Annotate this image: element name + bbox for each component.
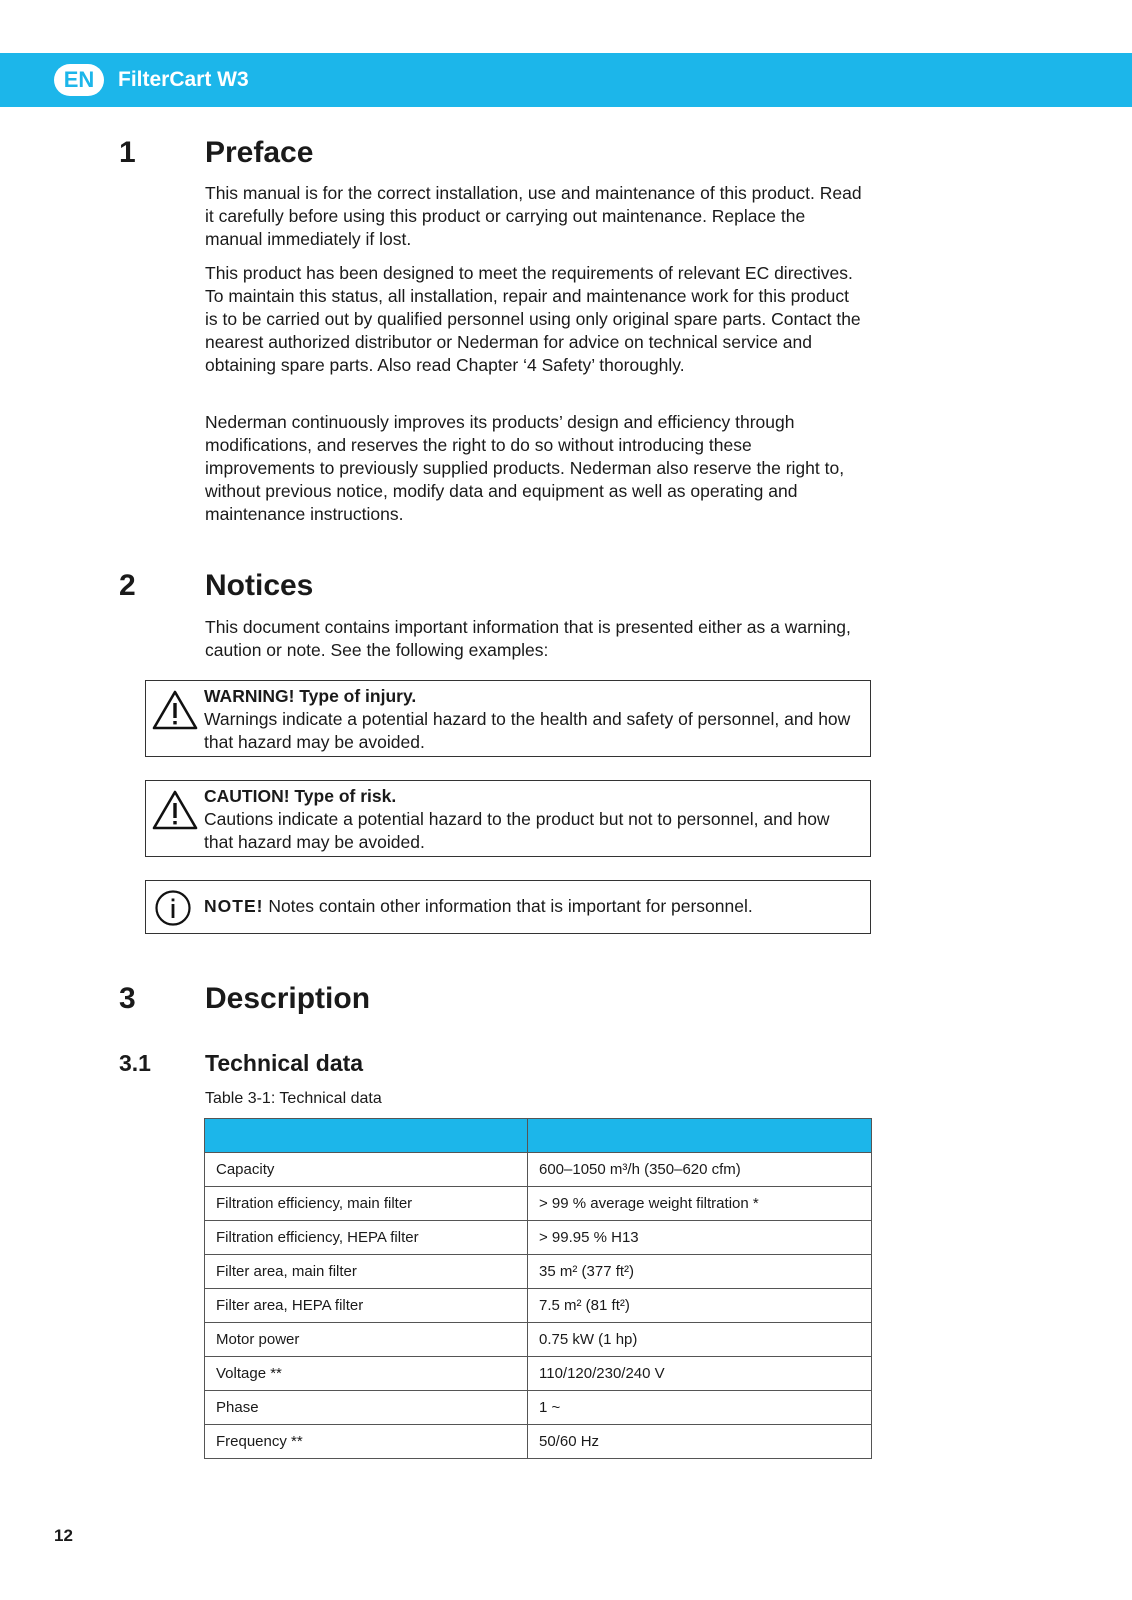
note-box bbox=[145, 880, 871, 934]
table-row bbox=[205, 1289, 872, 1323]
table-row bbox=[205, 1323, 872, 1357]
preface-paragraph: This manual is for the correct installation, use and maintenance of this product. Read it carefully before using this product or carrying out maintenance. Replace the manual immediately if lost. bbox=[205, 183, 862, 249]
table-cell-value: 110/120/230/240 V bbox=[528, 1357, 872, 1391]
header-bar bbox=[0, 53, 1132, 107]
warning-content bbox=[204, 685, 862, 754]
table-cell-parameter: Filtration efficiency, HEPA filter bbox=[205, 1221, 528, 1255]
table-cell-value: 1 ~ bbox=[528, 1391, 872, 1425]
table-cell-parameter: Filtration efficiency, main filter bbox=[205, 1187, 528, 1221]
note-label: NOTE! bbox=[204, 896, 264, 916]
caution-box bbox=[145, 780, 871, 857]
caution-label: CAUTION! Type of risk. bbox=[204, 786, 397, 806]
table-row bbox=[205, 1425, 872, 1459]
page-number: 12 bbox=[54, 1526, 73, 1545]
table-header-cell bbox=[205, 1119, 528, 1153]
caution-content bbox=[204, 785, 862, 854]
subsection-number: 3.1 bbox=[119, 1050, 151, 1076]
section-number: 1 bbox=[119, 136, 136, 169]
table-cell-parameter: Filter area, HEPA filter bbox=[205, 1289, 528, 1323]
section-number: 2 bbox=[119, 569, 136, 602]
table-cell-parameter: Phase bbox=[205, 1391, 528, 1425]
table-row bbox=[205, 1187, 872, 1221]
table-row bbox=[205, 1391, 872, 1425]
note-text: Notes contain other information that is important for personnel. bbox=[263, 896, 753, 916]
preface-paragraph: This product has been designed to meet the requirements of relevant EC directives. To maintain this status, all installation, repair and maintenance work for this product is to be carried out by qualified personnel using only original spare parts. Contact the nearest authorized distributor or Nederman for advice on technical service and obtaining spare parts. Also read Chapter ‘4 Safety’ thoroughly. bbox=[205, 263, 861, 375]
table-caption: Table 3-1: Technical data bbox=[205, 1090, 382, 1107]
table-header-row bbox=[205, 1119, 872, 1153]
table-row bbox=[205, 1221, 872, 1255]
warning-box bbox=[145, 680, 871, 757]
info-icon bbox=[154, 889, 192, 932]
caution-triangle-icon bbox=[152, 789, 198, 836]
caution-text: Cautions indicate a potential hazard to the product but not to personnel, and how that hazard may be avoided. bbox=[204, 809, 830, 852]
table-cell-parameter: Capacity bbox=[205, 1153, 528, 1187]
table-cell-parameter: Frequency ** bbox=[205, 1425, 528, 1459]
notices-intro: This document contains important information that is presented either as a warning, caution or note. See the following examples: bbox=[205, 617, 851, 660]
subsection-title: Technical data bbox=[205, 1050, 364, 1076]
table-cell-parameter: Filter area, main filter bbox=[205, 1255, 528, 1289]
table-cell-value: 7.5 m² (81 ft²) bbox=[528, 1289, 872, 1323]
section-title: Notices bbox=[205, 569, 314, 602]
warning-triangle-icon bbox=[152, 689, 198, 736]
warning-label: WARNING! Type of injury. bbox=[204, 686, 417, 706]
table-cell-value: 0.75 kW (1 hp) bbox=[528, 1323, 872, 1357]
note-content bbox=[204, 895, 862, 918]
section-title: Description bbox=[205, 982, 371, 1015]
table-cell-value: 35 m² (377 ft²) bbox=[528, 1255, 872, 1289]
table-cell-value: > 99.95 % H13 bbox=[528, 1221, 872, 1255]
table-cell-value: > 99 % average weight filtration * bbox=[528, 1187, 872, 1221]
table-row bbox=[205, 1357, 872, 1391]
section-title: Preface bbox=[205, 136, 314, 169]
preface-paragraph: Nederman continuously improves its products’ design and efficiency through modifications, and reserves the right to do so without introducing these improvements to previously supplied products. Nederman also reserve the right to, without previous notice, modify data and equipment as well as operating and maintenance instructions. bbox=[205, 412, 845, 524]
table-cell-value: 50/60 Hz bbox=[528, 1425, 872, 1459]
warning-text: Warnings indicate a potential hazard to the health and safety of personnel, and how that hazard may be avoided. bbox=[204, 709, 851, 752]
table-cell-parameter: Voltage ** bbox=[205, 1357, 528, 1391]
table-cell-value: 600–1050 m³/h (350–620 cfm) bbox=[528, 1153, 872, 1187]
technical-data-table bbox=[204, 1118, 872, 1459]
document-title: FilterCart W3 bbox=[118, 68, 249, 91]
table-header-cell bbox=[528, 1119, 872, 1153]
language-badge: EN bbox=[54, 64, 104, 96]
table-row bbox=[205, 1255, 872, 1289]
section-number: 3 bbox=[119, 982, 136, 1015]
table-cell-parameter: Motor power bbox=[205, 1323, 528, 1357]
table-row bbox=[205, 1153, 872, 1187]
